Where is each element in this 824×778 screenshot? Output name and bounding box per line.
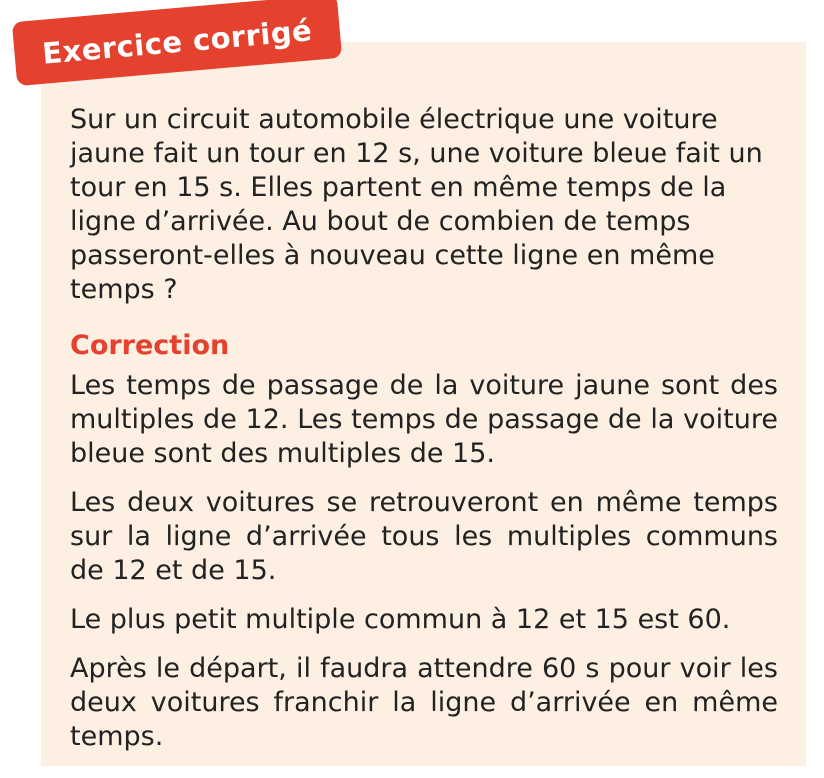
- correction-paragraph-3: Le plus petit multiple commun à 12 et 15 est 60.: [70, 604, 731, 635]
- problem-statement: Sur un circuit automobile électrique une voiture jaune fait un tour en 12 s, une voiture bleue fait un tour en 15 s. Elles partent en même temps de la ligne d’arrivée. Au bout de combien de temps passeront-elles à nouveau cette ligne en même temps ?: [70, 104, 763, 305]
- correction-paragraph-2: Les deux voitures se retrouveront en même temps sur la ligne d’arrivée tous les multiples communs de 12 et de 15.: [70, 487, 778, 586]
- correction-paragraph-1: Les temps de passage de la voiture jaune sont des multiples de 12. Les temps de passage de la voiture bleue sont des multiples de 15.: [70, 370, 778, 469]
- correction-paragraph-4: Après le départ, il faudra attendre 60 s pour voir les deux voitures franchir la ligne d’arrivée en même temps.: [70, 653, 778, 752]
- exercise-badge-label: Exercice corrigé: [40, 13, 314, 71]
- exercise-content: [70, 103, 778, 769]
- correction-title: Correction: [70, 330, 230, 361]
